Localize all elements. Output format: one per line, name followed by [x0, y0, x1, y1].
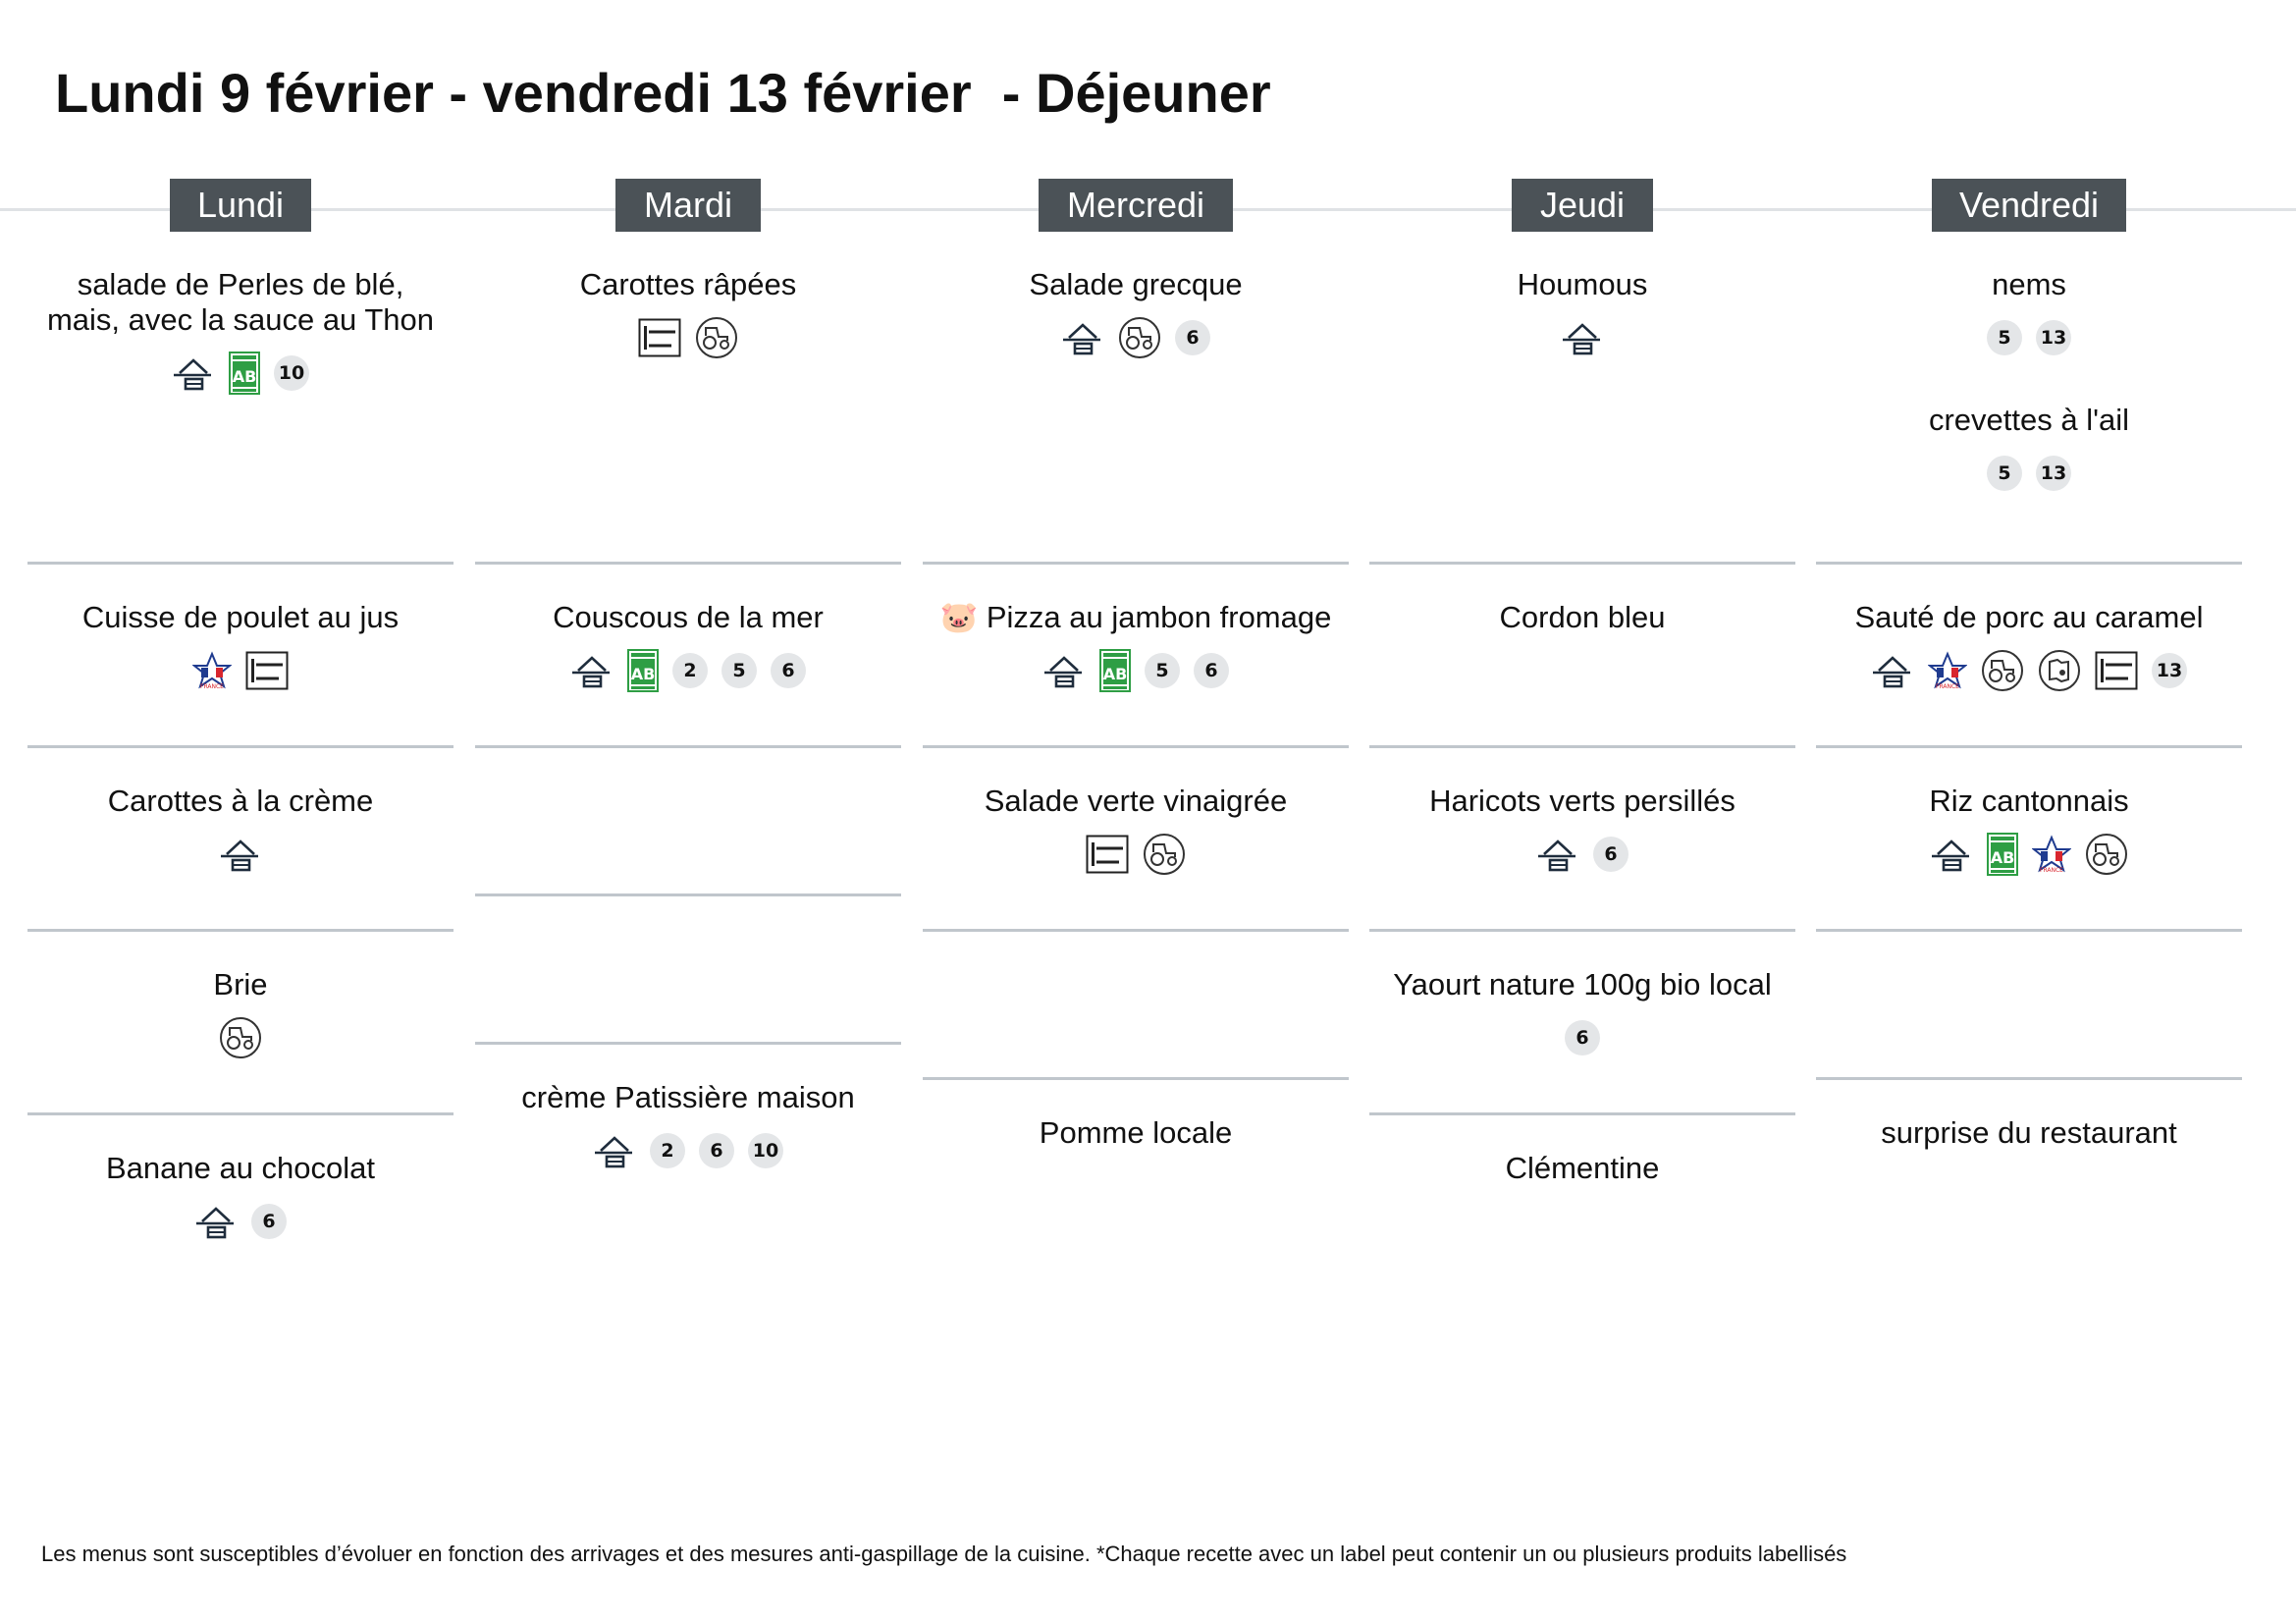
svg-text:FRANCE: FRANCE	[200, 683, 224, 690]
tractor-icon-graphic	[1981, 649, 2024, 692]
menu-cell	[1816, 1115, 2242, 1263]
menu-cell	[1369, 267, 1795, 565]
menu-cell	[27, 600, 454, 748]
menu-cell	[1369, 784, 1795, 932]
menu-cell	[1369, 967, 1795, 1115]
dish-name: Yaourt nature 100g bio local	[1393, 967, 1772, 1001]
allergen-badge: 6	[1565, 1020, 1600, 1056]
dish-badges	[1369, 314, 1795, 361]
tractor-icon	[1143, 833, 1186, 876]
bio-ab-icon	[627, 649, 659, 692]
day-column-mercredi	[923, 232, 1349, 1263]
house-icon-graphic	[172, 353, 215, 393]
day-header-lundi: Lundi	[170, 179, 311, 232]
allergen-badge: 5	[1145, 653, 1180, 688]
menu-dish	[923, 600, 1349, 694]
allergen-badge: 6	[1194, 653, 1229, 688]
allergen-badge: 6	[251, 1204, 287, 1239]
day-header-vendredi: Vendredi	[1932, 179, 2126, 232]
circuit-court-icon	[2095, 651, 2138, 690]
circuit-court-icon	[1086, 835, 1129, 874]
menu-dish	[1816, 403, 2242, 497]
menu-cell	[923, 1115, 1349, 1263]
tractor-icon-graphic	[1143, 833, 1186, 876]
menu-dish	[1816, 1115, 2242, 1151]
day-column-vendredi	[1816, 232, 2242, 1263]
menu-dish	[27, 1151, 454, 1245]
menu-cell	[475, 600, 901, 748]
dish-badges	[475, 314, 901, 361]
dish-name: Carottes râpées	[579, 267, 797, 301]
dish-name: crevettes à l'ail	[1928, 403, 2130, 437]
bio-ab-icon-graphic	[1099, 649, 1131, 692]
tractor-icon	[2085, 833, 2128, 876]
dish-badges	[27, 831, 454, 878]
menu-cell	[923, 267, 1349, 565]
house-icon-graphic	[1871, 651, 1914, 690]
bio-ab-icon	[1099, 649, 1131, 692]
house-icon	[1536, 835, 1579, 874]
house-icon	[1042, 651, 1086, 690]
allergen-badge: 13	[2036, 320, 2071, 355]
tractor-icon-graphic	[219, 1016, 262, 1059]
dish-badges	[923, 831, 1349, 878]
menu-dish	[923, 267, 1349, 361]
circuit-court-icon-graphic	[1086, 835, 1129, 874]
menu-dish	[1816, 600, 2242, 694]
svg-text:FRANCE: FRANCE	[1936, 683, 1959, 690]
allergen-badge: 6	[771, 653, 806, 688]
dish-name: 🐷 Pizza au jambon fromage	[939, 600, 1332, 634]
dish-name: Cordon bleu	[1499, 600, 1666, 634]
dish-name: Pomme locale	[1039, 1115, 1233, 1150]
menu-cell	[1369, 1151, 1795, 1298]
dish-name: Carottes à la crème	[107, 784, 374, 818]
menu-dish	[1816, 267, 2242, 361]
menu-dish	[27, 784, 454, 878]
dish-name: Banane au chocolat	[105, 1151, 376, 1185]
circuit-court-icon-graphic	[638, 318, 681, 357]
allergen-badge: 6	[1593, 837, 1629, 872]
allergen-badge: 5	[1987, 320, 2022, 355]
house-icon	[593, 1131, 636, 1170]
dish-badges	[1816, 314, 2242, 361]
dish-name: nems	[1992, 267, 2066, 301]
house-icon-graphic	[1061, 318, 1104, 357]
menu-dish	[1369, 267, 1795, 361]
dish-badges	[475, 1127, 901, 1174]
svg-text:AB: AB	[1102, 665, 1128, 683]
day-column-mardi	[475, 232, 901, 1227]
dish-name: crème Patissière maison	[521, 1080, 855, 1114]
menu-cell	[27, 1151, 454, 1298]
menu-cell	[1816, 784, 2242, 932]
house-icon-graphic	[1930, 835, 1973, 874]
house-icon	[1561, 318, 1604, 357]
france-flag-icon	[2032, 835, 2071, 874]
svg-text:AB: AB	[630, 665, 656, 683]
dish-name: Brie	[213, 967, 268, 1001]
dish-badges	[27, 1198, 454, 1245]
house-icon	[172, 353, 215, 393]
house-icon-graphic	[1536, 835, 1579, 874]
france-flag-icon-graphic	[192, 651, 232, 690]
menu-cell	[1369, 600, 1795, 748]
circuit-court-icon	[245, 651, 289, 690]
house-icon-graphic	[570, 651, 614, 690]
menu-dish	[475, 600, 901, 694]
allergen-badge: 13	[2152, 653, 2187, 688]
dish-badges	[1816, 450, 2242, 497]
house-icon-graphic	[194, 1202, 238, 1241]
menu-dish	[1369, 1151, 1795, 1186]
house-icon	[194, 1202, 238, 1241]
menu-cell	[1816, 267, 2242, 565]
menu-cell	[27, 267, 454, 565]
dish-name: Salade verte vinaigrée	[984, 784, 1288, 818]
menu-cell	[27, 967, 454, 1115]
map-icon-graphic	[2038, 649, 2081, 692]
house-icon-graphic	[593, 1131, 636, 1170]
menu-dish	[475, 1080, 901, 1174]
dish-name: Houmous	[1517, 267, 1648, 301]
house-icon	[1061, 318, 1104, 357]
allergen-badge: 2	[672, 653, 708, 688]
bio-ab-icon-graphic	[1987, 833, 2018, 876]
dish-badges	[923, 314, 1349, 361]
circuit-court-icon-graphic	[2095, 651, 2138, 690]
menu-cell	[475, 748, 901, 896]
france-flag-icon	[192, 651, 232, 690]
allergen-badge: 13	[2036, 456, 2071, 491]
dish-badges	[1369, 831, 1795, 878]
dish-badges	[475, 647, 901, 694]
dish-name: Cuisse de poulet au jus	[81, 600, 400, 634]
dish-name: Riz cantonnais	[1929, 784, 2129, 818]
dish-name: Haricots verts persillés	[1429, 784, 1735, 818]
dish-badges	[923, 647, 1349, 694]
menu-dish	[27, 600, 454, 694]
tractor-icon	[219, 1016, 262, 1059]
menu-cell	[475, 267, 901, 565]
house-icon-graphic	[219, 835, 262, 874]
svg-text:AB: AB	[232, 367, 257, 386]
menu-dish	[923, 1115, 1349, 1151]
house-icon	[219, 835, 262, 874]
day-header-mardi: Mardi	[615, 179, 761, 232]
house-icon	[1871, 651, 1914, 690]
dish-name: Clémentine	[1505, 1151, 1660, 1185]
house-icon-graphic	[1561, 318, 1604, 357]
france-flag-icon	[1928, 651, 1967, 690]
menu-dish	[1816, 784, 2242, 878]
dish-name: salade de Perles de blé, mais, avec la sauce au Thon	[46, 267, 435, 337]
menu-dish	[1369, 967, 1795, 1061]
menu-cell	[27, 784, 454, 932]
menu-dish	[923, 784, 1349, 878]
dish-name: Couscous de la mer	[553, 600, 824, 634]
svg-text:AB: AB	[1990, 848, 2015, 867]
tractor-icon	[1981, 649, 2024, 692]
menu-dish	[27, 967, 454, 1061]
allergen-badge: 2	[650, 1133, 685, 1168]
dish-badges	[27, 1014, 454, 1061]
allergen-badge: 6	[699, 1133, 734, 1168]
bio-ab-icon	[1987, 833, 2018, 876]
dish-badges	[1816, 831, 2242, 878]
menu-dish	[27, 267, 454, 397]
tractor-icon-graphic	[695, 316, 738, 359]
bio-ab-icon-graphic	[229, 352, 260, 395]
allergen-badge: 5	[1987, 456, 2022, 491]
menu-cell	[923, 784, 1349, 932]
menu-dish	[1369, 784, 1795, 878]
house-icon	[1930, 835, 1973, 874]
dish-badges	[1369, 1014, 1795, 1061]
allergen-badge: 10	[748, 1133, 783, 1168]
day-header-jeudi: Jeudi	[1512, 179, 1653, 232]
dish-name: surprise du restaurant	[1881, 1115, 2177, 1150]
dish-badges	[1816, 647, 2242, 694]
allergen-badge: 5	[721, 653, 757, 688]
menu-dish	[1369, 600, 1795, 635]
tractor-icon-graphic	[1118, 316, 1161, 359]
circuit-court-icon-graphic	[245, 651, 289, 690]
allergen-badge: 6	[1175, 320, 1210, 355]
page-title: Lundi 9 février - vendredi 13 février - Déjeuner	[55, 62, 1271, 124]
footer-note: Les menus sont susceptibles d’évoluer en fonction des arrivages et des mesures anti-gaspillage de la cuisine. *Chaque recette avec un label peut contenir un ou plusieurs produits labellisés	[41, 1542, 1847, 1566]
svg-text:FRANCE: FRANCE	[2040, 867, 2063, 874]
allergen-badge: 10	[274, 355, 309, 391]
tractor-icon-graphic	[2085, 833, 2128, 876]
menu-cell	[1816, 600, 2242, 748]
france-flag-icon-graphic	[2032, 835, 2071, 874]
day-header-mercredi: Mercredi	[1039, 179, 1233, 232]
circuit-court-icon	[638, 318, 681, 357]
menu-cell	[923, 600, 1349, 748]
map-icon	[2038, 649, 2081, 692]
house-icon	[570, 651, 614, 690]
bio-ab-icon-graphic	[627, 649, 659, 692]
dish-name: Salade grecque	[1029, 267, 1243, 301]
tractor-icon	[695, 316, 738, 359]
tractor-icon	[1118, 316, 1161, 359]
menu-cell	[1816, 932, 2242, 1080]
dish-name: Sauté de porc au caramel	[1854, 600, 2204, 634]
day-column-lundi	[27, 232, 454, 1298]
menu-cell	[923, 932, 1349, 1080]
dish-badges	[27, 350, 454, 397]
day-column-jeudi	[1369, 232, 1795, 1298]
menu-cell	[475, 1080, 901, 1227]
house-icon-graphic	[1042, 651, 1086, 690]
dish-badges	[27, 647, 454, 694]
menu-cell	[475, 896, 901, 1045]
france-flag-icon-graphic	[1928, 651, 1967, 690]
bio-ab-icon	[229, 352, 260, 395]
menu-dish	[475, 267, 901, 361]
